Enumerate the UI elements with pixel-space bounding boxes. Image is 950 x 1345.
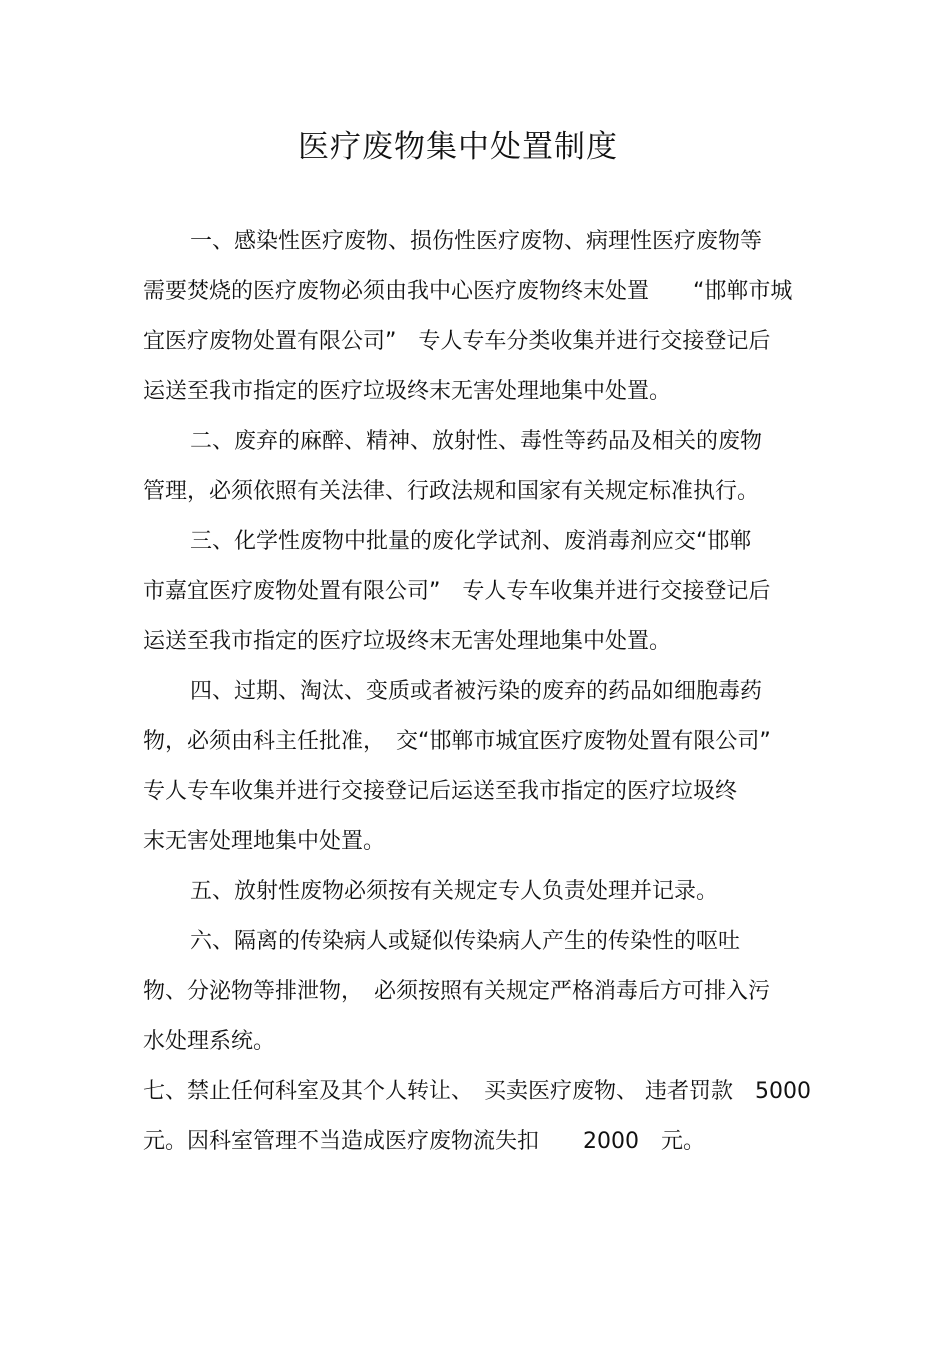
text-line: 二、废弃的麻醉、精神、放射性、毒性等药品及相关的废物 [190, 429, 763, 454]
text-line: 运送至我市指定的医疗垃圾终末无害处理地集中处置。 [143, 629, 672, 654]
text-line: 管理，必须依照有关法律、行政法规和国家有关规定标准执行。 [143, 479, 760, 504]
text-line: 五、放射性废物必须按有关规定专人负责处理并记录。 [190, 879, 719, 904]
text-line: 三、化学性废物中批量的废化学试剂、废消毒剂应交“邯郸 [190, 529, 752, 554]
text-line: 物，必须由科主任批准， 交“邯郸市城宜医疗废物处置有限公司” [143, 729, 771, 754]
text-line: 四、过期、淘汰、变质或者被污染的废弃的药品如细胞毒药 [190, 679, 763, 704]
text-line: 专人专车收集并进行交接登记后运送至我市指定的医疗垃圾终 [143, 779, 738, 804]
text-line: 元。因科室管理不当造成医疗废物流失扣 2000 元。 [143, 1129, 705, 1154]
text-line: 水处理系统。 [143, 1029, 276, 1054]
text-line: 七、禁止任何科室及其个人转让、 买卖医疗废物、 违者罚款 5000 [143, 1079, 811, 1104]
text-line: 六、隔离的传染病人或疑似传染病人产生的传染性的呕吐 [190, 929, 741, 954]
text-line: 物、分泌物等排泄物， 必须按照有关规定严格消毒后方可排入污 [143, 979, 771, 1004]
text-line: 需要焚烧的医疗废物必须由我中心医疗废物终末处置 “邯郸市城 [143, 279, 793, 304]
document-title: 医疗废物集中处置制度 [298, 129, 618, 165]
text-line: 宜医疗废物处置有限公司” 专人专车分类收集并进行交接登记后 [143, 329, 771, 354]
text-line: 末无害处理地集中处置。 [143, 829, 386, 854]
text-line: 一、感染性医疗废物、损伤性医疗废物、病理性医疗废物等 [190, 229, 763, 254]
text-line: 市嘉宜医疗废物处置有限公司” 专人专车收集并进行交接登记后 [143, 579, 771, 604]
text-line: 运送至我市指定的医疗垃圾终末无害处理地集中处置。 [143, 379, 672, 404]
